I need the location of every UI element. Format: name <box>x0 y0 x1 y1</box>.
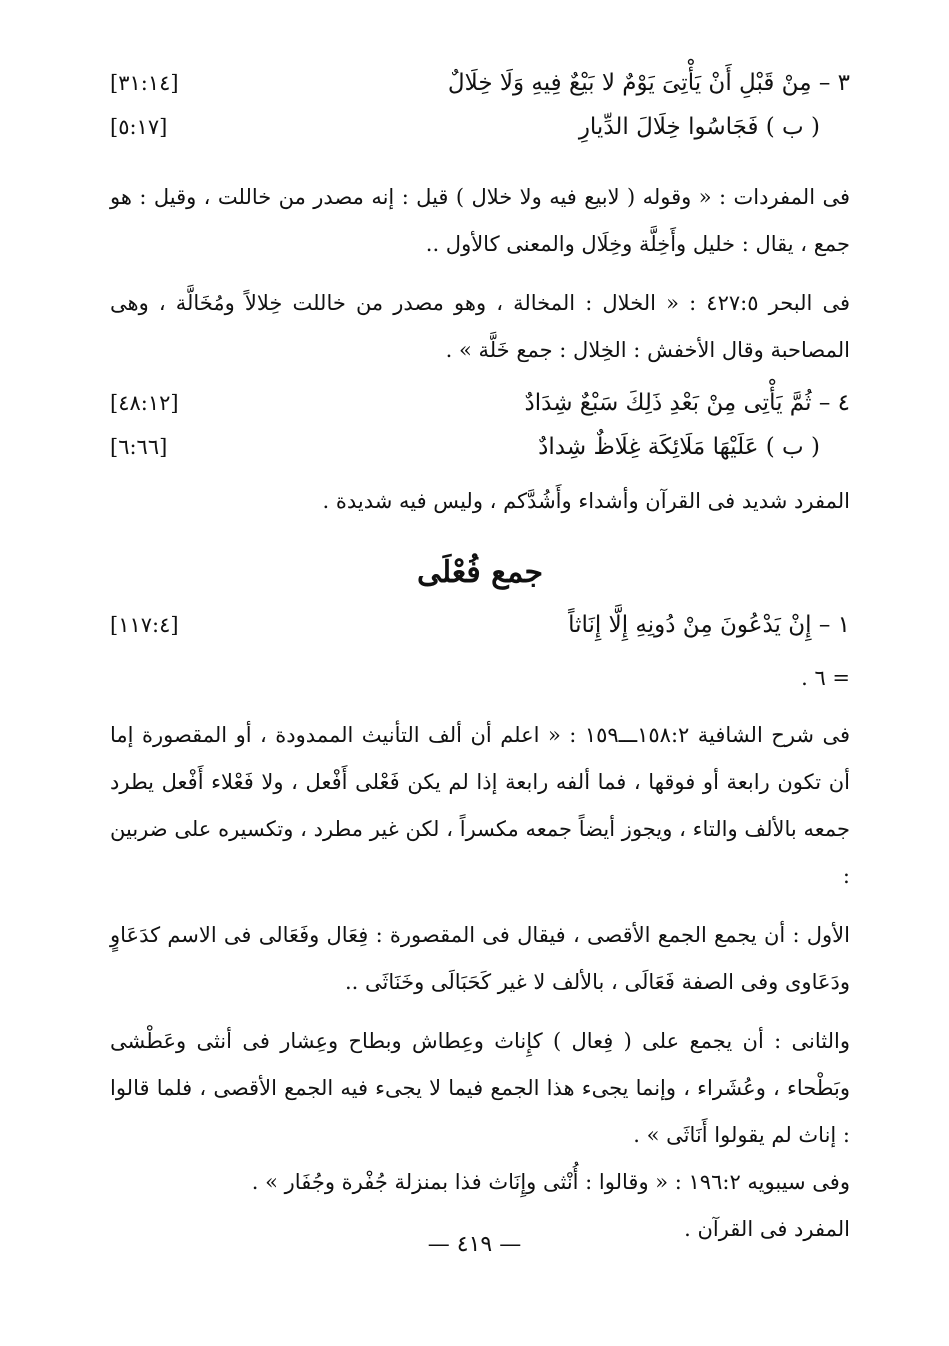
equals-note: = ٦ . <box>801 666 850 690</box>
verse-reference: [٤٨:١٢] <box>110 391 179 415</box>
section-heading: جمع فُعْلَى <box>416 555 544 590</box>
paragraph: المفرد فى القرآن . <box>684 1217 850 1241</box>
verse-row <box>110 434 850 478</box>
verse-text: ٣ – مِنْ قَبْلِ أَنْ يَأْتِىَ يَوْمٌ لا بَيْعٌ فِيهِ وَلَا خِلَالٌ <box>447 70 850 96</box>
verse-reference: [٦:٦٦] <box>110 435 168 459</box>
verse-reference: [١١٧:٤] <box>110 613 179 637</box>
paragraph: الأول : أن يجمع الجمع الأقصى ، فيقال فى المقصورة : فِعَال وفَعَالى فى الاسم كدَعَاوٍ ودَعَاوى وفى الصفة فَعَالَى ، بالألف لا غير كَحَبَالَى وخَنَاثَى .. <box>110 923 850 994</box>
verse-text: ٤ – ثُمَّ يَأْتِى مِنْ بَعْدِ ذَلِكَ سَبْعٌ شِدَادٌ <box>524 390 850 416</box>
paragraph: والثانى : أن يجمع على ( فِعال ) كإِناث وعِطاش وبطاح وعِشار فى أنثى وعَطْشى وبَطْحاء ، وعُشَراء ، وإنما يجىء هذا الجمع فيما لا يجىء فيه الجمع الأقصى ، فلما قالوا : إناث لم يقولوا أَنَاثَى » . <box>110 1029 850 1147</box>
verse-row <box>110 612 850 656</box>
paragraph: المفرد شديد فى القرآن وأشداء وأَشُدَّكم ، وليس فيه شديدة . <box>322 489 850 513</box>
verse-row <box>110 70 850 114</box>
paragraph: فى البحر ٤٢٧:٥ : « الخلال : المخالة ، وهو مصدر من خاللت خِلالاً ومُخَالَّة ، وهى المصاحبة وقال الأخفش : الخِلال : جمع خَلَّة » . <box>110 291 850 362</box>
paragraph: فى شرح الشافية ١٥٨:٢ـــ١٥٩ : « اعلم أن ألف التأنيث الممدودة ، أو المقصورة إما أن تكون رابعة أو فوقها ، فما ألفه رابعة إذا لم يكن فَعْلى أَفْعل ، ولا فَعْلاء أَفْعل يطرد جمعه بالألف والتاء ، ويجوز أيضاً جمعه مكسراً ، لكن غير مطرد ، وتكسيره على ضربين : <box>110 723 851 888</box>
verse-text: ١ – إِنْ يَدْعُونَ مِنْ دُونِهِ إِلَّا إِنَاثاً <box>568 612 850 638</box>
verse-reference: [٥:١٧] <box>110 115 168 139</box>
paragraph: وفى سيبويه ١٩٦:٢ : « وقالوا : أُنْثى وإِنَاث فذا بمنزلة جُفْرة وجُفَار » . <box>251 1170 850 1194</box>
verse-row <box>110 390 850 434</box>
page-number: — ٤١٩ — <box>427 1232 522 1257</box>
verse-text: ( ب ) عَلَيْهَا مَلَائِكَة غِلَاظٌ شِدادٌ <box>538 434 820 460</box>
verse-text: ( ب ) فَجَاسُوا خِلَالَ الدِّيارِ <box>578 114 820 140</box>
paragraph: فى المفردات : « وقوله ( لابيع فيه ولا خلال ) قيل : إنه مصدر من خاللت ، وقيل : هو جمع ، يقال : خليل وأَخِلَّة وخِلَال والمعنى كالأول .. <box>110 185 850 256</box>
verse-row <box>110 114 850 158</box>
verse-reference: [٣١:١٤] <box>110 71 179 95</box>
page-body <box>110 70 850 1253</box>
